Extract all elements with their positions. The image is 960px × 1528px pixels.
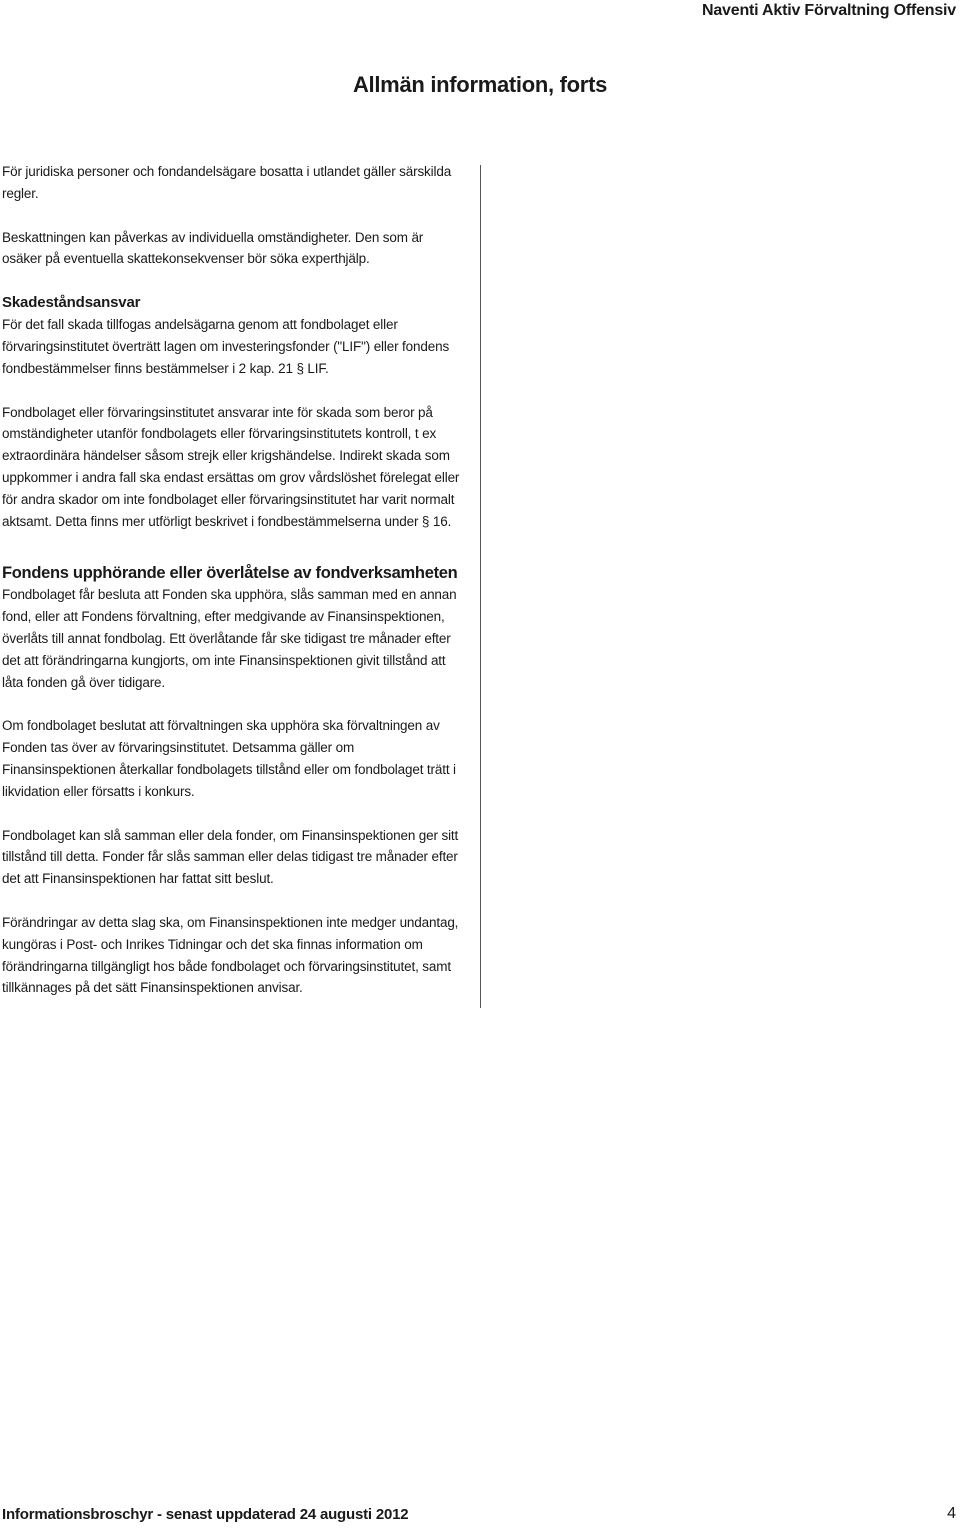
paragraph-custodian-takeover: Om fondbolaget beslutat att förvaltningen ska upphöra ska förvaltningen av Fonden tas över av förvaringsinstitutet. Detsamma gäller om Finansinspektionen återkallar fondbolagets tillstånd eller om fondbolaget trätt i likvidation eller försatts i konkurs.: [2, 718, 456, 799]
paragraph-merge-split: Fondbolaget kan slå samman eller dela fonder, om Finansinspektionen ger sitt tillstånd till detta. Fonder får slås samman eller delas tidigast tre månader efter det att Finansinspektionen har fattat sitt beslut.: [2, 827, 459, 887]
heading-fund-termination: Fondens upphörande eller överlåtelse av fondverksamheten: [2, 564, 458, 583]
paragraph-announcement: Förändringar av detta slag ska, om Finansinspektionen inte medger undantag, kungöras i Post- och Inrikes Tidningar och det ska finnas information om förändringarna tillgängligt hos både fondbolaget och förvaringsinstitutet, samt tillkännages på det sätt Finansinspektionen anvisar.: [2, 914, 459, 996]
paragraph-termination: Fondbolaget får besluta att Fonden ska upphöra, slås samman med en annan fond, eller att Fondens förvaltning, efter medgivande av Finansinspektionen, överlåts till annat fondbolag. Ett överlåtande får ske tidigast tre månader efter det att förändringarna kungjorts, om inte Finansinspektionen givit tillstånd att låta fonden gå över tidigare.: [2, 587, 457, 690]
paragraph-foreign-holders: För juridiska personer och fondandelsägare bosatta i utlandet gäller särskilda regler.: [2, 164, 452, 201]
fund-name-header: Naventi Aktiv Förvaltning Offensiv: [702, 2, 956, 19]
column-divider: [480, 165, 481, 1008]
main-content: [2, 161, 462, 999]
page-title: Allmän information, forts: [352, 72, 608, 97]
page-number: 4: [947, 1505, 956, 1522]
heading-liability: Skadeståndsansvar: [2, 294, 141, 312]
paragraph-taxation: Beskattningen kan påverkas av individuella omständigheter. Den som är osäker på eventuella skattekonsekvenser bör söka experthjälp.: [2, 229, 424, 267]
paragraph-liability-limits: Fondbolaget eller förvaringsinstitutet ansvarar inte för skada som beror på omständigheter utanför fondbolagets eller förvaringsinstitutets kontroll, t ex extraordinära händelser såsom strejk eller krigshändelse. Indirekt skada som uppkommer i andra fall ska endast ersättas om grov vårdslöshet förelegat eller för andra skador om inte fondbolaget eller förvaringsinstitutet har varit normalt aktsamt. Detta finns mer utförligt beskrivet i fondbestämmelserna under § 16.: [2, 404, 460, 529]
paragraph-liability-law: För det fall skada tillfogas andelsägarna genom att fondbolaget eller förvaringsinstitutet överträtt lagen om investeringsfonder ("LIF") eller fondens fondbestämmelser finns bestämmelser i 2 kap. 21 § LIF.: [2, 317, 450, 376]
footer-info: Informationsbroschyr - senast uppdaterad 24 augusti 2012: [2, 1506, 409, 1523]
